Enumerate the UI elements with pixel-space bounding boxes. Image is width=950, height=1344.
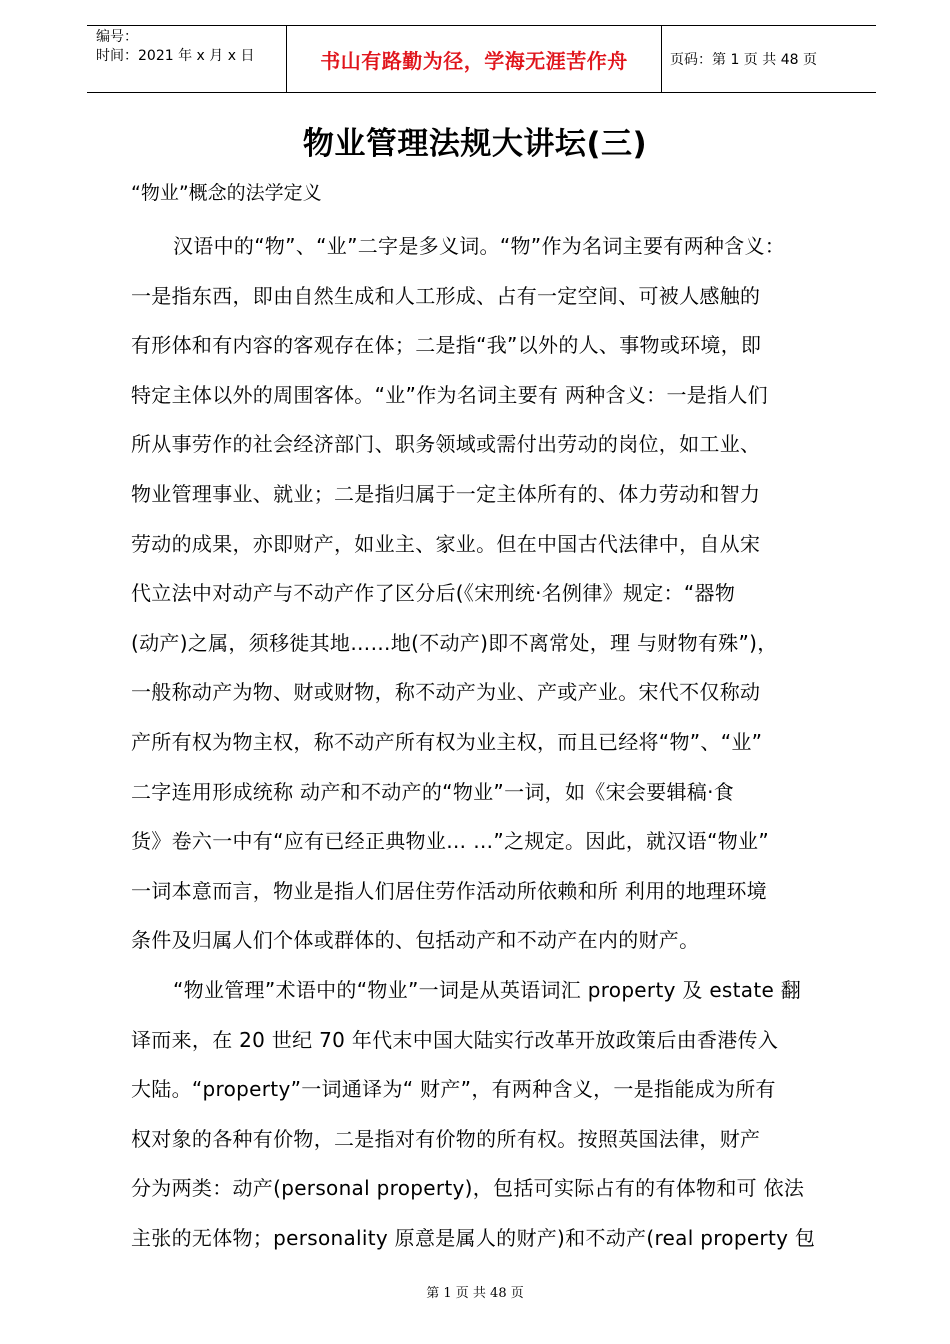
section-heading: “物业”概念的法学定义 (131, 182, 322, 204)
header-divider (661, 26, 662, 92)
text-line: 货》卷六一中有“应有已经正典物业… …”之规定。因此，就汉语“物业” (131, 829, 770, 854)
text-line: 一般称动产为物、财或财物，称不动产为业、产或产业。宋代不仅称动 (131, 680, 761, 705)
document-title: 物业管理法规大讲坛(三) (302, 126, 648, 162)
page-header (87, 25, 876, 93)
header-page-info: 页码：第 1 页 共 48 页 (670, 52, 817, 68)
text-line: 汉语中的“物”、“业”二字是多义词。“物”作为名词主要有两种含义： (173, 234, 786, 258)
text-line: 代立法中对动产与不动产作了区分后(《宋刑统·名例律》规定：“器物 (131, 581, 736, 606)
text-line: 大陆。“property”一词通译为“ 财产”，有两种含义，一是指能成为所有 (131, 1077, 776, 1102)
header-motto: 书山有路勤为径，学海无涯苦作舟 (320, 48, 628, 73)
text-line: 有形体和有内容的客观存在体；二是指“我”以外的人、事物或环境，即 (131, 333, 762, 358)
text-line: 产所有权为物主权，称不动产所有权为业主权，而且已经将“物”、“业” (131, 729, 763, 754)
text-line: (动产)之属，须移徙其地……地(不动产)即不离常处，理 与财物有殊”)， (131, 630, 778, 655)
text-line: 条件及归属人们个体或群体的、包括动产和不动产在内的财产。 (131, 928, 700, 953)
text-line: 特定主体以外的周围客体。“业”作为名词主要有 两种含义：一是指人们 (131, 382, 768, 407)
text-line: “物业管理”术语中的“物业”一词是从英语词汇 property 及 estate 翻 (173, 977, 802, 1002)
text-line: 物业管理事业、就业；二是指归属于一定主体所有的、体力劳动和智力 (131, 481, 761, 506)
text-line: 一词本意而言，物业是指人们居住劳作活动所依赖和所 利用的地理环境 (131, 878, 767, 903)
text-line: 一是指东西，即由自然生成和人工形成、占有一定空间、可被人感触的 (131, 283, 761, 308)
text-line: 分为两类：动产(personal property)，包括可实际占有的有体物和可 依法 (131, 1176, 805, 1201)
text-line: 所从事劳作的社会经济部门、职务领域或需付出劳动的岗位，如工业、 (131, 432, 761, 457)
text-line: 权对象的各种有价物，二是指对有价物的所有权。按照英国法律，财产 (131, 1126, 761, 1151)
text-line: 主张的无体物；personality 原意是属人的财产)和不动产(real property 包 (131, 1225, 816, 1250)
header-meta (96, 28, 286, 66)
document-number-label: 编号： (96, 29, 138, 45)
document-body (131, 222, 851, 1263)
text-line: 译而来，在 20 世纪 70 年代末中国大陆实行改革开放政策后由香港传入 (131, 1027, 779, 1052)
document-time-label: 时间：2021 年 x 月 x 日 (96, 48, 255, 64)
text-line: 劳动的成果，亦即财产，如业主、家业。但在中国古代法律中，自从宋 (131, 531, 761, 556)
text-line: 二字连用形成统称 动产和不动产的“物业”一词，如《宋会要辑稿·食 (131, 779, 735, 804)
page-footer: 第 1 页 共 48 页 (426, 1286, 524, 1301)
